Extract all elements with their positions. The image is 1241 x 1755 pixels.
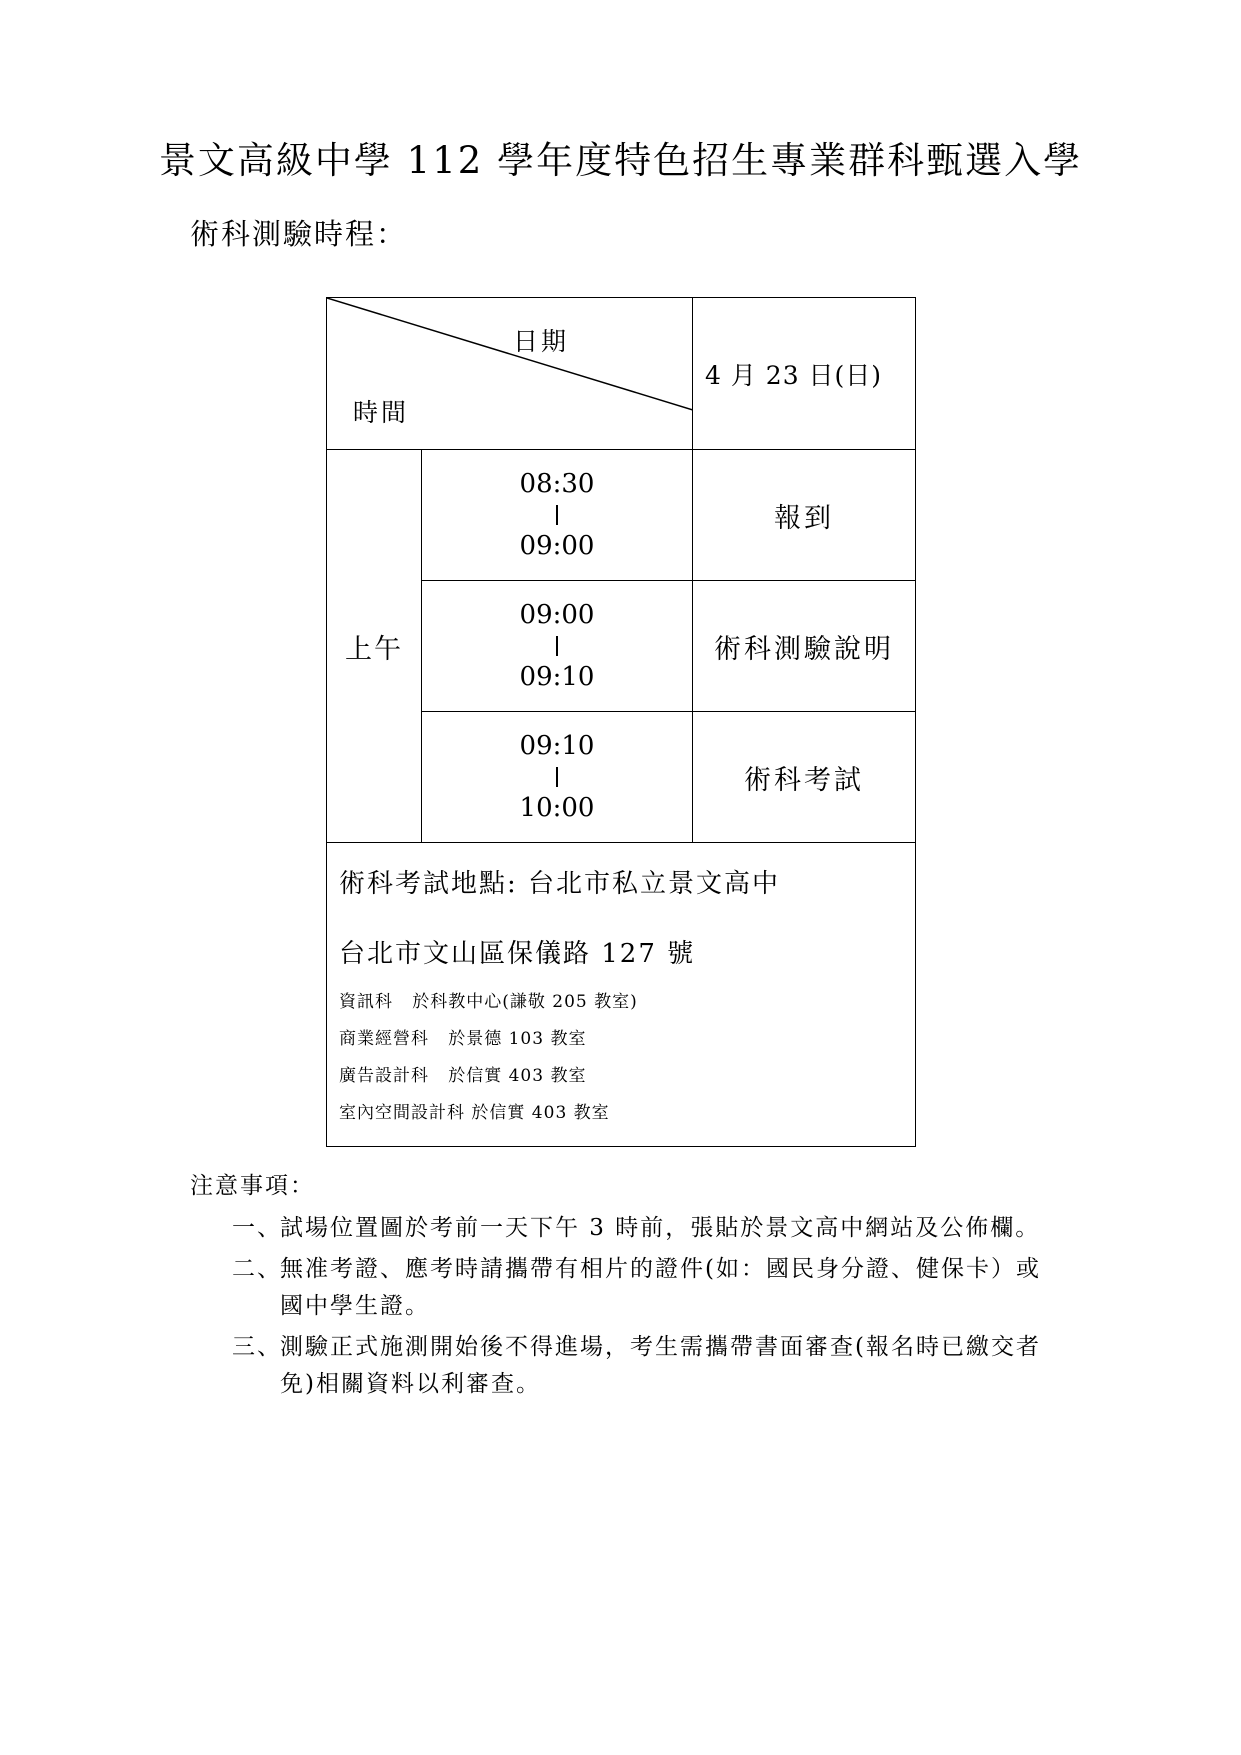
period-cell: 上午 — [327, 450, 422, 843]
time-cell — [422, 450, 693, 581]
note-number: 一、 — [232, 1215, 282, 1241]
event-cell: 術科測驗說明 — [693, 581, 916, 712]
time-cell — [422, 581, 693, 712]
note-item — [190, 1210, 1050, 1247]
venue-room: 廣告設計科 於信實 403 教室 — [339, 1066, 587, 1086]
note-number: 三、 — [232, 1334, 282, 1360]
event-cell: 報到 — [693, 450, 916, 581]
note-item — [190, 1251, 1050, 1325]
notes-title: 注意事項： — [190, 1173, 315, 1199]
time-start: 09:00 — [519, 600, 595, 630]
note-text: 試場位置圖於考前一天下午 3 時前，張貼於景文高中網站及公佈欄。 — [280, 1215, 1041, 1241]
note-number: 二、 — [232, 1256, 282, 1282]
venue-address: 台北市文山區保儀路 127 號 — [339, 939, 696, 969]
venue-room: 室內空間設計科 於信實 403 教室 — [339, 1103, 610, 1123]
note-item — [190, 1329, 1050, 1403]
document-subtitle: 術科測驗時程： — [190, 217, 408, 251]
time-end: 09:10 — [519, 662, 595, 692]
venue-room: 資訊科 於科教中心(謙敬 205 教室) — [339, 992, 638, 1012]
schedule-table — [326, 297, 916, 1147]
time-range-bar — [556, 767, 558, 787]
note-text: 無准考證、應考時請攜帶有相片的證件(如：國民身分證、健保卡）或國中學生證。 — [280, 1256, 1041, 1319]
header-time-label: 時間 — [353, 398, 410, 427]
venue-room: 商業經營科 於景德 103 教室 — [339, 1029, 587, 1049]
table-header-cell — [327, 298, 693, 450]
venue-cell — [327, 843, 916, 1147]
time-cell — [422, 712, 693, 843]
time-end: 09:00 — [519, 531, 595, 561]
time-start: 08:30 — [519, 469, 595, 499]
document-title: 景文高級中學 112 學年度特色招生專業群科甄選入學 — [158, 139, 1083, 182]
time-end: 10:00 — [519, 793, 595, 823]
date-cell: 4 月 23 日(日) — [693, 298, 916, 450]
note-text: 測驗正式施測開始後不得進場，考生需攜帶書面審查(報名時已繳交者免)相關資料以利審查。 — [280, 1334, 1041, 1397]
notes-section — [190, 1167, 1050, 1407]
header-date-label: 日期 — [513, 327, 570, 356]
event-cell: 術科考試 — [693, 712, 916, 843]
time-range-bar — [556, 636, 558, 656]
time-range-bar — [556, 505, 558, 525]
venue-location: 術科考試地點: 台北市私立景文高中 — [339, 869, 781, 899]
time-start: 09:10 — [519, 731, 595, 761]
